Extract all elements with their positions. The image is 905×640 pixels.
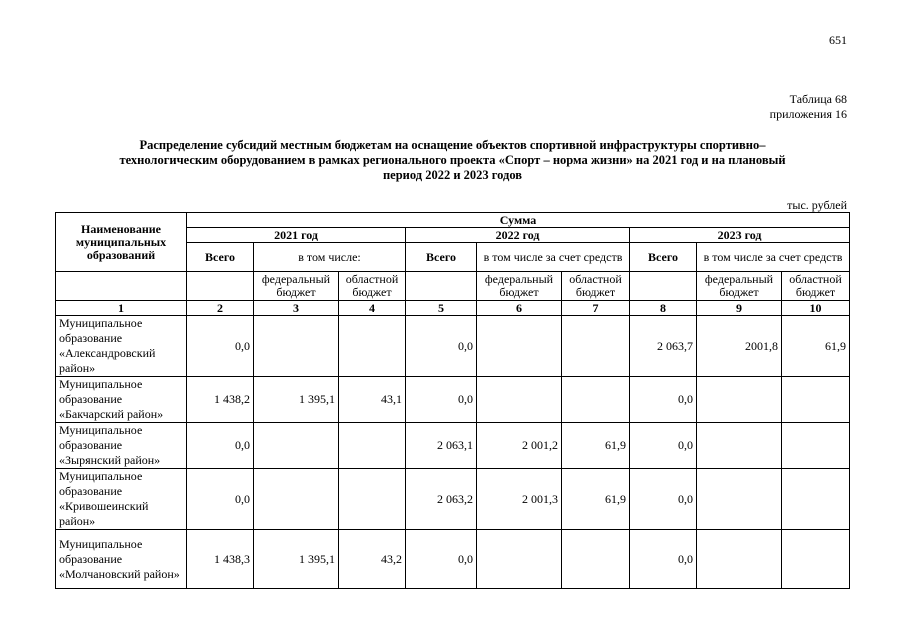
federal-2022-cell xyxy=(477,316,562,377)
total-2022-cell: 0,0 xyxy=(406,316,477,377)
regional-2021-cell xyxy=(339,423,406,469)
total-2022-cell: 2 063,1 xyxy=(406,423,477,469)
header-total-2022: Всего xyxy=(406,243,477,272)
header-including-2022: в том числе за счет средств xyxy=(477,243,630,272)
regional-2022-cell: 61,9 xyxy=(562,469,630,530)
header-total-2023: Всего xyxy=(630,243,697,272)
header-year-2023: 2023 год xyxy=(630,228,850,243)
header-sum: Сумма xyxy=(187,213,850,228)
federal-2023-cell xyxy=(697,377,782,423)
column-number: 4 xyxy=(339,301,406,316)
total-2023-cell: 0,0 xyxy=(630,423,697,469)
municipality-name: Муниципальное образование «Кривошеинский район» xyxy=(56,469,187,530)
regional-2023-cell xyxy=(782,530,850,589)
federal-2022-cell: 2 001,3 xyxy=(477,469,562,530)
column-number: 10 xyxy=(782,301,850,316)
header-regional-2023: областной бюджет xyxy=(782,272,850,301)
municipality-name: Муниципальное образование «Александровский район» xyxy=(56,316,187,377)
federal-2021-cell xyxy=(254,316,339,377)
title-line-1: Распределение субсидий местным бюджетам на оснащение объектов спортивной инфраструктуры спортивно– xyxy=(139,138,766,152)
federal-2023-cell xyxy=(697,530,782,589)
federal-2021-cell xyxy=(254,423,339,469)
table-row xyxy=(56,530,850,589)
federal-2023-cell xyxy=(697,469,782,530)
column-number: 1 xyxy=(56,301,187,316)
federal-2022-cell xyxy=(477,530,562,589)
header-total-2021-continued xyxy=(187,272,254,301)
federal-2021-cell: 1 395,1 xyxy=(254,377,339,423)
total-2023-cell: 0,0 xyxy=(630,377,697,423)
title-line-3: период 2022 и 2023 годов xyxy=(382,168,523,182)
column-number: 9 xyxy=(697,301,782,316)
federal-2021-cell xyxy=(254,469,339,530)
federal-2023-cell: 2001,8 xyxy=(697,316,782,377)
regional-2023-cell: 61,9 xyxy=(782,316,850,377)
header-including-2021: в том числе: xyxy=(254,243,406,272)
municipality-name: Муниципальное образование «Зырянский район» xyxy=(56,423,187,469)
total-2021-cell: 0,0 xyxy=(187,316,254,377)
federal-2023-cell xyxy=(697,423,782,469)
federal-2021-cell: 1 395,1 xyxy=(254,530,339,589)
column-number: 7 xyxy=(562,301,630,316)
regional-2022-cell xyxy=(562,377,630,423)
federal-2022-cell xyxy=(477,377,562,423)
units-label: тыс. рублей xyxy=(787,198,847,212)
total-2023-cell: 2 063,7 xyxy=(630,316,697,377)
page-number: 651 xyxy=(829,33,847,47)
document-title xyxy=(56,138,849,183)
municipality-name: Муниципальное образование «Молчановский район» xyxy=(56,530,187,589)
column-number: 6 xyxy=(477,301,562,316)
header-federal-2023: федеральный бюджет xyxy=(697,272,782,301)
header-name-column: Наименование муниципальных образований xyxy=(56,213,187,272)
total-2021-cell: 1 438,2 xyxy=(187,377,254,423)
table-row xyxy=(56,316,850,377)
header-total-2022-continued xyxy=(406,272,477,301)
total-2022-cell: 2 063,2 xyxy=(406,469,477,530)
header-year-2022: 2022 год xyxy=(406,228,630,243)
table-row xyxy=(56,377,850,423)
regional-2023-cell xyxy=(782,423,850,469)
header-federal-2022: федеральный бюджет xyxy=(477,272,562,301)
header-including-2023: в том числе за счет средств xyxy=(697,243,850,272)
column-number: 3 xyxy=(254,301,339,316)
total-2021-cell: 0,0 xyxy=(187,423,254,469)
title-line-2: технологическим оборудованием в рамках регионального проекта «Спорт – норма жизни» на 2021 год и на плановый xyxy=(119,153,786,167)
column-number: 8 xyxy=(630,301,697,316)
total-2023-cell: 0,0 xyxy=(630,530,697,589)
total-2022-cell: 0,0 xyxy=(406,530,477,589)
regional-2022-cell xyxy=(562,316,630,377)
header-total-2021: Всего xyxy=(187,243,254,272)
table-reference-line-1: Таблица 68 xyxy=(789,92,847,106)
header-regional-2022: областной бюджет xyxy=(562,272,630,301)
header-year-2021: 2021 год xyxy=(187,228,406,243)
subsidies-table xyxy=(55,212,850,589)
table-row xyxy=(56,423,850,469)
regional-2021-cell: 43,1 xyxy=(339,377,406,423)
regional-2023-cell xyxy=(782,469,850,530)
header-name-continued xyxy=(56,272,187,301)
header-federal-2021: федеральный бюджет xyxy=(254,272,339,301)
total-2021-cell: 1 438,3 xyxy=(187,530,254,589)
table-reference-line-2: приложения 16 xyxy=(769,107,847,121)
total-2021-cell: 0,0 xyxy=(187,469,254,530)
regional-2022-cell: 61,9 xyxy=(562,423,630,469)
table-row xyxy=(56,469,850,530)
regional-2021-cell xyxy=(339,316,406,377)
total-2023-cell: 0,0 xyxy=(630,469,697,530)
federal-2022-cell: 2 001,2 xyxy=(477,423,562,469)
regional-2023-cell xyxy=(782,377,850,423)
regional-2022-cell xyxy=(562,530,630,589)
regional-2021-cell: 43,2 xyxy=(339,530,406,589)
header-regional-2021: областной бюджет xyxy=(339,272,406,301)
column-number: 2 xyxy=(187,301,254,316)
header-total-2023-continued xyxy=(630,272,697,301)
total-2022-cell: 0,0 xyxy=(406,377,477,423)
table-reference xyxy=(600,92,847,122)
regional-2021-cell xyxy=(339,469,406,530)
column-number: 5 xyxy=(406,301,477,316)
municipality-name: Муниципальное образование «Бакчарский район» xyxy=(56,377,187,423)
